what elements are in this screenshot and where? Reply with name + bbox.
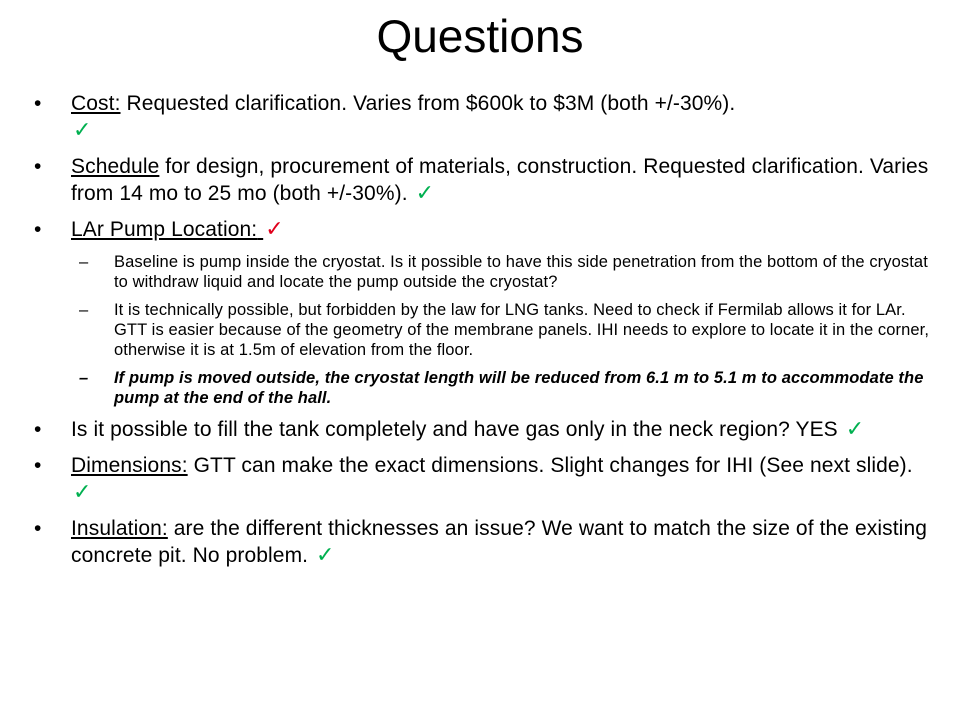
bullet-cost [34,90,934,144]
checkmark-icon: ✓ [265,217,284,242]
bullet-fill-tank [34,416,934,443]
sub-bullet-pump-moved-outside: – If pump is moved outside, the cryostat length will be reduced from 6.1 m to 5.1 m to accommodate the pump at the end of the hall. [71,368,934,408]
bullet-insulation [34,515,934,569]
checkmark-icon: ✓ [316,543,335,568]
checkmark-icon: ✓ [415,181,435,206]
checkmark-icon: ✓ [845,417,865,442]
bullet-label: Schedule [71,155,160,178]
bullet-text [257,218,263,241]
slide-title: Questions [376,10,584,62]
bullet-text: Requested clarification. Varies from $600k to $3M (both +/-30%). [120,92,736,115]
bullet-text: Is it possible to fill the tank completely and have gas only in the neck region? YES [71,418,838,441]
slide-body [34,90,934,578]
sub-bullet-baseline: – Baseline is pump inside the cryostat. Is it possible to have this side penetration from the bottom of the cryostat to withdraw liquid and locate the pump outside the cryostat? [71,252,934,292]
bullet-text: GTT can make the exact dimensions. Slight changes for IHI (See next slide). [187,454,913,477]
bullet-label: Dimensions: [71,454,188,477]
bullet-text: for design, procurement of materials, construction. Requested clarification. Varies from 14 mo to 25 mo (both +/-30%). [71,155,929,205]
sub-bullet-technically-possible: – It is technically possible, but forbidden by the law for LNG tanks. Need to check if Fermilab allows it for LAr. GTT is easier because of the geometry of the membrane panels. IHI needs to explore to locate it in the corner, otherwise it is at 1.5m of elevation from the floor. [71,300,934,360]
bullet-label: Insulation: [71,517,168,540]
checkmark-icon: ✓ [73,118,92,143]
bullet-lar-pump-location [34,216,934,243]
bullet-label: LAr Pump Location: [71,218,258,241]
checkmark-icon: ✓ [73,480,92,505]
bullet-schedule [34,153,934,207]
bullet-dimensions [34,452,934,506]
bullet-label: Cost: [71,92,121,115]
bullet-text: are the different thicknesses an issue? We want to match the size of the existing concrete pit. No problem. [71,517,928,567]
